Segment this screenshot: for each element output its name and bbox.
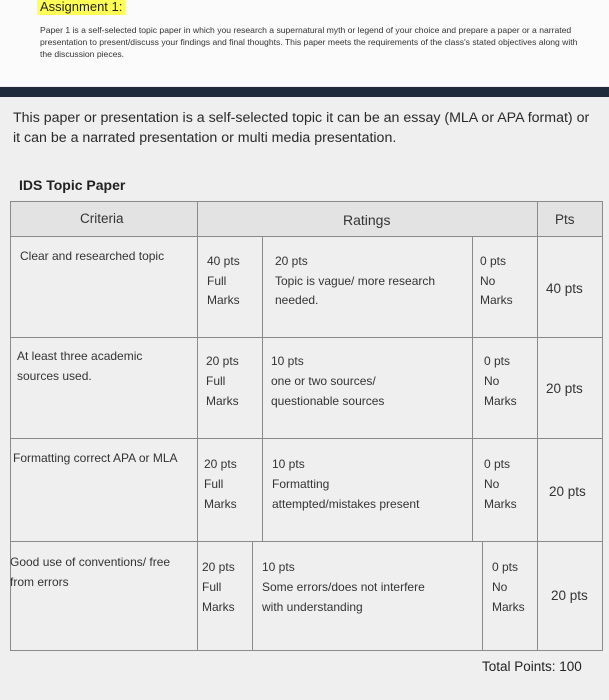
header-pts: Pts: [555, 212, 575, 227]
row4-partial-pts: 10 pts: [262, 560, 295, 574]
row1-full-label: Full: [207, 274, 227, 288]
row3-criterion: Formatting correct APA or MLA: [13, 451, 178, 465]
header-criteria: Criteria: [80, 211, 124, 226]
row2-none-marks: Marks: [484, 394, 517, 408]
row3-none-marks: Marks: [484, 497, 517, 511]
row1-none-marks: Marks: [480, 293, 513, 307]
assignment-title: Assignment 1:: [37, 0, 125, 15]
intro-text: This paper or presentation is a self-selected topic it can be an essay (MLA or APA format) or it can be a narrated presentation or multi media presentation.: [13, 110, 590, 146]
row4-full-pts: 20 pts: [202, 560, 235, 574]
row4-none-marks: Marks: [492, 600, 525, 614]
assignment-description: Paper 1 is a self-selected topic paper in which you research a supernatural myth or legend of your choice and prepare a paper or a narrated presentation to present/discuss your findings and final thoughts. This paper meets the requirements of the class's stated objectives along with the discussion pieces.: [40, 25, 578, 59]
row4-partial-desc2: with understanding: [262, 600, 363, 614]
row3-pts: 20 pts: [549, 484, 586, 499]
row2-partial-desc2: questionable sources: [271, 394, 385, 408]
row1-criterion: Clear and researched topic: [20, 249, 165, 263]
row4-none-pts: 0 pts: [492, 560, 519, 574]
row2-full-marks: Marks: [206, 394, 239, 408]
row3-full-marks: Marks: [204, 497, 237, 511]
row2-none-pts: 0 pts: [484, 354, 511, 368]
row3-none-pts: 0 pts: [484, 457, 511, 471]
row1-none-label: No: [480, 274, 496, 288]
row2-full-pts: 20 pts: [206, 354, 239, 368]
row2-none-label: No: [484, 374, 500, 388]
rubric-title: IDS Topic Paper: [19, 177, 126, 193]
row1-pts: 40 pts: [546, 281, 583, 296]
row2-criterion: At least three academic sources used.: [17, 349, 143, 383]
rubric-table: [10, 201, 603, 651]
row4-full-label: Full: [202, 580, 222, 594]
row3-full-pts: 20 pts: [204, 457, 237, 471]
row3-partial-desc1: Formatting: [272, 477, 330, 491]
row1-none-pts: 0 pts: [480, 254, 507, 268]
row4-none-label: No: [492, 580, 508, 594]
row3-full-label: Full: [204, 477, 224, 491]
row4-pts: 20 pts: [551, 588, 588, 603]
row3-partial-desc2: attempted/mistakes present: [272, 497, 420, 511]
row4-partial-desc1: Some errors/does not interfere: [262, 580, 425, 594]
row2-pts: 20 pts: [546, 381, 583, 396]
row3-none-label: No: [484, 477, 500, 491]
row3-partial-pts: 10 pts: [272, 457, 305, 471]
row1-full-pts: 40 pts: [207, 254, 240, 268]
row4-criterion: Good use of conventions/ free from errors: [10, 555, 171, 589]
header-ratings: Ratings: [343, 212, 391, 228]
row1-partial-desc2: needed.: [275, 293, 319, 307]
divider-bar: [0, 87, 609, 97]
row2-full-label: Full: [206, 374, 226, 388]
assignment-header: [0, 0, 609, 86]
row1-full-marks: Marks: [207, 293, 240, 307]
row2-partial-desc1: one or two sources/: [271, 374, 376, 388]
row4-full-marks: Marks: [202, 600, 235, 614]
row1-partial-pts: 20 pts: [275, 254, 308, 268]
row1-partial-desc1: Topic is vague/ more research: [275, 274, 436, 288]
row2-partial-pts: 10 pts: [271, 354, 304, 368]
total-points: Total Points: 100: [482, 659, 582, 674]
